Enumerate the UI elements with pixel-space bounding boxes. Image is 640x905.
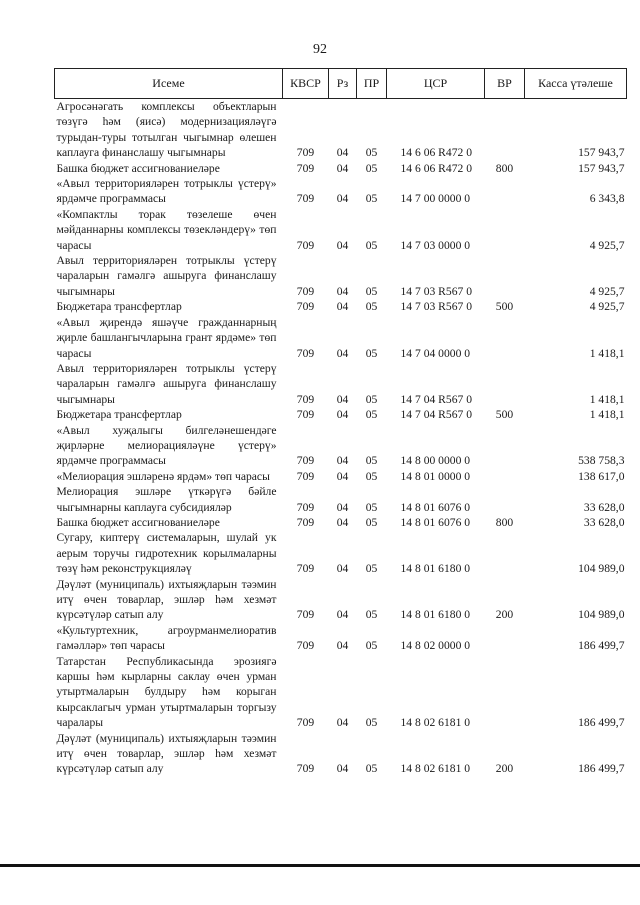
cell-kassa: 186 499,7 — [578, 639, 625, 653]
cell-kvsr: 709 — [296, 161, 315, 175]
cell-name: Мелиорация эшләре үткәрүгә бәйле чыгымнарны каплауга субсидияләр — [56, 485, 277, 514]
cell-vr — [485, 361, 525, 407]
cell-kvsr: 709 — [296, 762, 315, 776]
table-row — [55, 654, 627, 731]
cell-name: «Авыл җирендә яшәүче гражданнарның җирле башлангычларына грант ярдәме» төп чарасы — [56, 315, 277, 360]
cell-kvsr: 709 — [296, 192, 315, 206]
cell-csr: 14 7 03 0000 0 — [400, 238, 471, 252]
cell-vr: 800 — [495, 515, 514, 529]
cell-kassa: 33 628,0 — [583, 500, 625, 514]
cell-csr: 14 8 01 6180 0 — [400, 608, 471, 622]
cell-pr: 05 — [365, 639, 378, 653]
cell-pr: 05 — [365, 408, 378, 422]
cell-kassa: 138 617,0 — [578, 469, 625, 483]
cell-name: Дәүләт (муниципаль) ихтыяҗларын тәэмин итү өчен товарлар, эшләр һәм хезмәт күрсәтүләр сатып алу — [56, 731, 277, 776]
cell-vr — [485, 176, 525, 207]
cell-kassa: 104 989,0 — [578, 562, 625, 576]
cell-name: «Компактлы торак төзелеше өчен мәйданнарны комплексы төзекләндерү» төп чарасы — [56, 207, 277, 252]
cell-kvsr: 709 — [296, 562, 315, 576]
cell-rz: 04 — [336, 392, 349, 406]
cell-csr: 14 8 02 6181 0 — [400, 762, 471, 776]
table-row — [55, 161, 627, 176]
cell-vr — [485, 484, 525, 515]
table-row — [55, 315, 627, 361]
table-row — [55, 99, 627, 161]
cell-pr: 05 — [365, 515, 378, 529]
cell-kvsr: 709 — [296, 454, 315, 468]
table-row — [55, 469, 627, 484]
cell-vr — [485, 315, 525, 361]
cell-pr: 05 — [365, 500, 378, 514]
cell-rz: 04 — [336, 762, 349, 776]
cell-csr: 14 7 04 0000 0 — [400, 346, 471, 360]
cell-csr: 14 8 01 0000 0 — [400, 469, 471, 483]
cell-rz: 04 — [336, 454, 349, 468]
cell-kvsr: 709 — [296, 392, 315, 406]
header-kvsr: КВСР — [283, 69, 329, 99]
cell-pr: 05 — [365, 562, 378, 576]
table-row — [55, 530, 627, 576]
table-row — [55, 623, 627, 654]
cell-vr: 200 — [495, 762, 514, 776]
cell-kvsr: 709 — [296, 300, 315, 314]
cell-kvsr: 709 — [296, 408, 315, 422]
header-pr: ПР — [357, 69, 387, 99]
cell-name: Дәүләт (муниципаль) ихтыяҗларын тәэмин итү өчен товарлар, эшләр һәм хезмәт күрсәтүләр сатып алу — [56, 577, 277, 622]
cell-vr: 500 — [495, 300, 514, 314]
header-vr: ВР — [485, 69, 525, 99]
cell-vr — [485, 423, 525, 469]
page-number: 92 — [313, 42, 327, 57]
cell-rz: 04 — [336, 515, 349, 529]
cell-pr: 05 — [365, 238, 378, 252]
table-row — [55, 361, 627, 407]
cell-csr: 14 8 02 6181 0 — [400, 716, 471, 730]
cell-pr: 05 — [365, 608, 378, 622]
table-body — [55, 99, 627, 777]
cell-vr — [485, 253, 525, 299]
cell-kvsr: 709 — [296, 515, 315, 529]
cell-vr — [485, 530, 525, 576]
table-row — [55, 299, 627, 314]
cell-kassa: 1 418,1 — [589, 392, 625, 406]
cell-rz: 04 — [336, 408, 349, 422]
cell-rz: 04 — [336, 716, 349, 730]
cell-rz: 04 — [336, 161, 349, 175]
cell-kvsr: 709 — [296, 146, 315, 160]
cell-vr — [485, 99, 525, 161]
cell-name: «Авыл хуҗалыгы билгеләнешендәге җирләрне мелиорацияләүне үстерү» ярдәмче программасы — [56, 423, 277, 468]
cell-kvsr: 709 — [296, 469, 315, 483]
cell-vr — [485, 207, 525, 253]
cell-csr: 14 6 06 R472 0 — [400, 161, 472, 175]
cell-csr: 14 7 03 R567 0 — [400, 284, 472, 298]
cell-kassa: 6 343,8 — [589, 192, 625, 206]
cell-kassa: 157 943,7 — [578, 161, 625, 175]
cell-name: Башка бюджет ассигнованиеләре — [56, 161, 220, 175]
cell-kvsr: 709 — [296, 284, 315, 298]
cell-rz: 04 — [336, 192, 349, 206]
cell-csr: 14 7 04 R567 0 — [400, 408, 472, 422]
cell-csr: 14 8 00 0000 0 — [400, 454, 471, 468]
cell-pr: 05 — [365, 454, 378, 468]
cell-kassa: 104 989,0 — [578, 608, 625, 622]
cell-kvsr: 709 — [296, 716, 315, 730]
table-row — [55, 515, 627, 530]
cell-csr: 14 6 06 R472 0 — [400, 146, 472, 160]
cell-pr: 05 — [365, 300, 378, 314]
cell-pr: 05 — [365, 762, 378, 776]
cell-rz: 04 — [336, 238, 349, 252]
cell-pr: 05 — [365, 716, 378, 730]
cell-name: Бюджетара трансфертлар — [56, 408, 182, 422]
bottom-rule — [0, 864, 640, 867]
cell-pr: 05 — [365, 284, 378, 298]
table-row — [55, 176, 627, 207]
cell-kassa: 4 925,7 — [589, 300, 625, 314]
cell-csr: 14 8 01 6076 0 — [400, 500, 471, 514]
cell-kassa: 538 758,3 — [578, 454, 625, 468]
cell-csr: 14 8 01 6076 0 — [400, 515, 471, 529]
cell-pr: 05 — [365, 146, 378, 160]
cell-name: «Культуртехник, агроурманмелиоратив гамәлләр» төп чарасы — [56, 623, 277, 653]
cell-vr — [485, 469, 525, 484]
table-header — [55, 69, 627, 99]
cell-kassa: 4 925,7 — [589, 284, 625, 298]
cell-kassa: 33 628,0 — [583, 515, 625, 529]
cell-rz: 04 — [336, 639, 349, 653]
header-csr: ЦСР — [387, 69, 485, 99]
cell-pr: 05 — [365, 469, 378, 483]
cell-name: Сугару, киптерү системаларын, шулай ук аерым торучы гидротехник корылмаларны төзү һәм реконструкцияләү — [56, 531, 277, 576]
cell-rz: 04 — [336, 500, 349, 514]
cell-vr: 500 — [495, 408, 514, 422]
cell-kassa: 1 418,1 — [589, 408, 625, 422]
cell-vr: 800 — [495, 161, 514, 175]
cell-name: Агросәнәгать комплексы объектларын төзүгә һәм (яисә) модернизацияләүгә турыдан-туры тотылган чыгымнар өлешен каплауга финанслашу чыгымнары — [56, 100, 277, 160]
table-row — [55, 407, 627, 422]
table-row — [55, 253, 627, 299]
cell-kvsr: 709 — [296, 346, 315, 360]
cell-csr: 14 7 00 0000 0 — [400, 192, 471, 206]
cell-kassa: 1 418,1 — [589, 346, 625, 360]
cell-name: Авыл территорияләрен тотрыклы үстерү чараларын гамәлгә ашыруга финанслашу чыгымнары — [56, 361, 277, 406]
cell-name: Башка бюджет ассигнованиеләре — [56, 515, 220, 529]
cell-pr: 05 — [365, 192, 378, 206]
cell-rz: 04 — [336, 284, 349, 298]
header-kassa: Касса үтәлеше — [525, 69, 627, 99]
table-row — [55, 731, 627, 777]
cell-name: Татарстан Республикасында эрозиягә каршы һәм кырларны саклау өчен урман утыртмаларын булдыру һәм корыган кырсаклагыч урман утыртмаларын торгызу чаралары — [56, 654, 277, 730]
table-row — [55, 207, 627, 253]
cell-name: «Мелиорация эшләренә ярдәм» төп чарасы — [56, 469, 270, 483]
table-row — [55, 577, 627, 623]
table-row — [55, 484, 627, 515]
cell-pr: 05 — [365, 392, 378, 406]
cell-csr: 14 8 02 0000 0 — [400, 639, 471, 653]
cell-rz: 04 — [336, 300, 349, 314]
cell-kvsr: 709 — [296, 608, 315, 622]
budget-table — [54, 68, 627, 777]
cell-vr: 200 — [495, 608, 514, 622]
cell-rz: 04 — [336, 562, 349, 576]
cell-rz: 04 — [336, 608, 349, 622]
cell-rz: 04 — [336, 469, 349, 483]
cell-pr: 05 — [365, 346, 378, 360]
cell-name: Бюджетара трансфертлар — [56, 300, 182, 314]
header-rz: Рз — [329, 69, 357, 99]
cell-name: «Авыл территорияләрен тотрыклы үстерү» ярдәмче программасы — [56, 177, 277, 206]
header-name: Исеме — [55, 69, 283, 99]
cell-name: Авыл территорияләрен тотрыклы үстерү чараларын гамәлгә ашыруга финанслашу чыгымнары — [56, 254, 277, 298]
cell-csr: 14 7 04 R567 0 — [400, 392, 472, 406]
cell-pr: 05 — [365, 161, 378, 175]
cell-kassa: 157 943,7 — [578, 146, 625, 160]
cell-kassa: 186 499,7 — [578, 762, 625, 776]
cell-kvsr: 709 — [296, 639, 315, 653]
cell-rz: 04 — [336, 346, 349, 360]
table-row — [55, 423, 627, 469]
cell-vr — [485, 654, 525, 731]
cell-kvsr: 709 — [296, 238, 315, 252]
cell-vr — [485, 623, 525, 654]
cell-kassa: 186 499,7 — [578, 716, 625, 730]
cell-csr: 14 8 01 6180 0 — [400, 562, 471, 576]
cell-kvsr: 709 — [296, 500, 315, 514]
cell-rz: 04 — [336, 146, 349, 160]
cell-kassa: 4 925,7 — [589, 238, 625, 252]
cell-csr: 14 7 03 R567 0 — [400, 300, 472, 314]
